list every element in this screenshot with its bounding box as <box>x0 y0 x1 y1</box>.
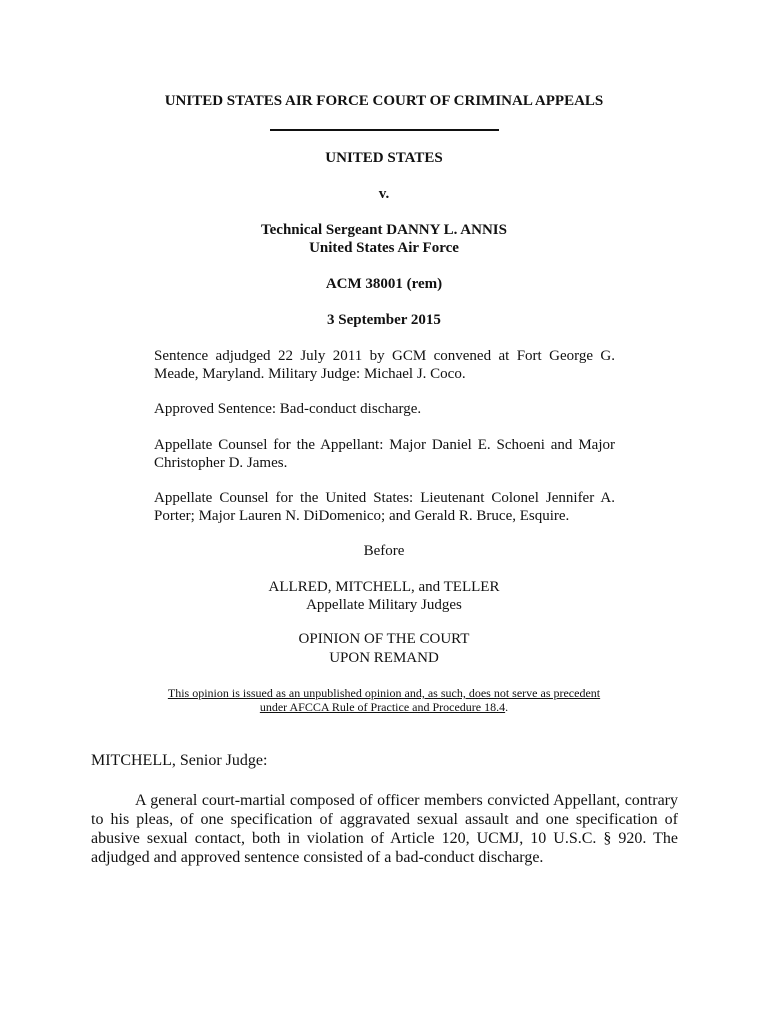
case-defendant-name: Technical Sergeant DANNY L. ANNIS <box>261 222 507 238</box>
case-plaintiff: UNITED STATES <box>325 150 443 166</box>
sentence-adjudged-text: Sentence adjudged 22 July 2011 by GCM convened at Fort George G. Meade, Maryland. Military Judge: Michael J. Coco. <box>154 348 615 382</box>
unpublished-notice-line1: This opinion is issued as an unpublished opinion and, as such, does not serve as precedent <box>167 686 601 700</box>
opinion-heading-line1: OPINION OF THE COURT <box>298 631 470 647</box>
approved-sentence-text: Approved Sentence: Bad-conduct discharge. <box>154 401 422 417</box>
unpublished-notice-line2: under AFCCA Rule of Practice and Procedure 18.4 <box>259 700 506 714</box>
unpublished-notice-period: . <box>505 700 509 714</box>
title-rule <box>270 129 499 131</box>
opinion-paragraph: A general court-martial composed of officer members convicted Appellant, contrary to his pleas, of one specification of aggravated sexual assault and one specification of abusive sexual contact, both in violation of Article 120, UCMJ, 10 U.S.C. § 920. The adjudged and approved sentence consisted of a bad-conduct discharge. <box>91 792 678 866</box>
before-label: Before <box>363 543 405 559</box>
docket-number: ACM 38001 (rem) <box>325 276 443 292</box>
case-defendant-service: United States Air Force <box>309 240 459 256</box>
panel-judges-title: Appellate Military Judges <box>306 597 462 613</box>
opinion-author: MITCHELL, Senior Judge: <box>91 752 268 769</box>
court-title: UNITED STATES AIR FORCE COURT OF CRIMINAL APPEALS <box>164 93 604 109</box>
opinion-heading-line2: UPON REMAND <box>329 650 439 666</box>
panel-judges: ALLRED, MITCHELL, and TELLER <box>268 579 500 595</box>
unpublished-notice <box>0 686 768 714</box>
case-versus: v. <box>378 186 390 202</box>
decision-date: 3 September 2015 <box>327 312 441 328</box>
appellant-counsel-text: Appellate Counsel for the Appellant: Major Daniel E. Schoeni and Major Christopher D. James. <box>154 437 615 471</box>
government-counsel-text: Appellate Counsel for the United States: Lieutenant Colonel Jennifer A. Porter; Major Lauren N. DiDomenico; and Gerald R. Bruce, Esquire. <box>154 490 615 524</box>
